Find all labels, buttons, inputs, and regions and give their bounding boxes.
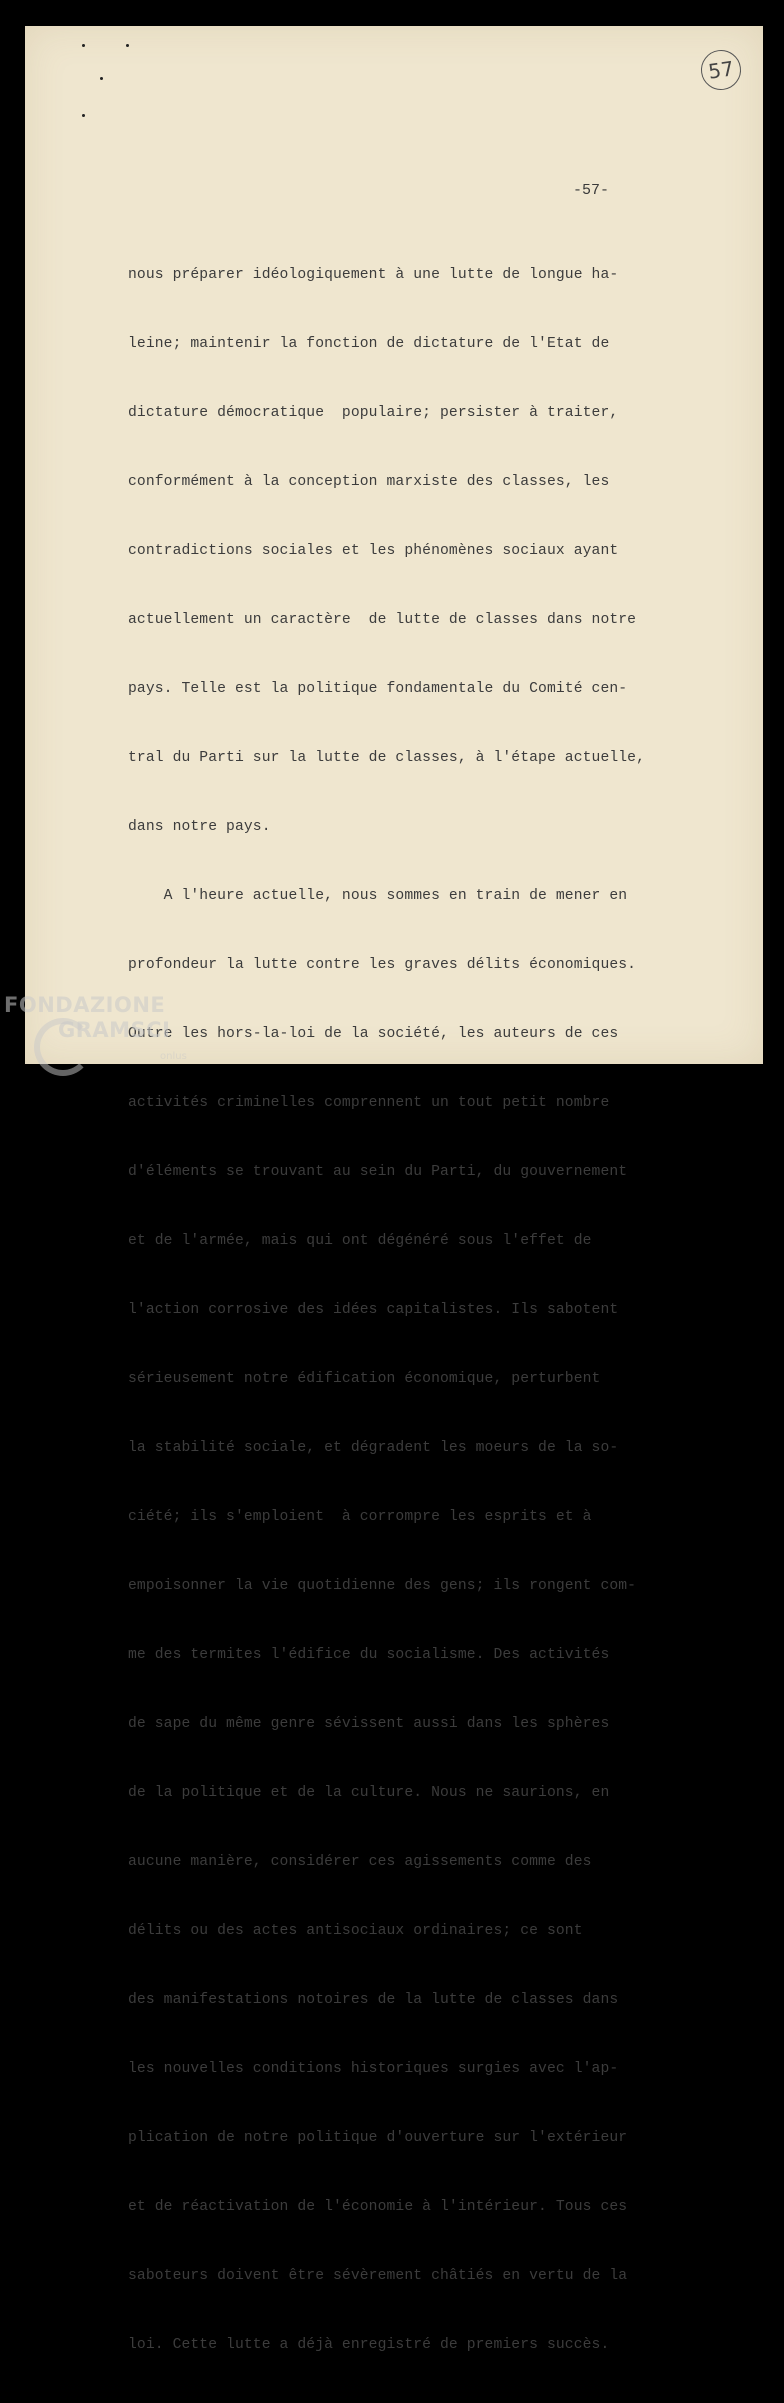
text-line: Outre les hors-la-loi de la société, les auteurs de ces: [128, 1026, 619, 1042]
text-line: d'éléments se trouvant au sein du Parti, du gouvernement: [128, 1164, 628, 1180]
text-line: sérieusement notre édification économique, perturbent: [128, 1371, 601, 1387]
watermark-logo: [4, 993, 170, 1042]
text-line: ciété; ils s'emploient à corrompre les esprits et à: [128, 1509, 592, 1525]
text-line: contradictions sociales et les phénomènes sociaux ayant: [128, 543, 619, 559]
punch-mark: [100, 77, 103, 80]
text-line: aucune manière, considérer ces agissements comme des: [128, 1854, 592, 1870]
page-number: -57-: [573, 182, 610, 199]
text-line: l'action corrosive des idées capitalistes. Ils sabotent: [128, 1302, 619, 1318]
text-line: saboteurs doivent être sévèrement châtiés en vertu de la: [128, 2268, 628, 2284]
watermark-suffix: onlus: [160, 1051, 187, 1062]
text-line: empoisonner la vie quotidienne des gens; ils rongent com-: [128, 1578, 637, 1594]
document-page: [25, 26, 763, 2353]
text-line: dans notre pays.: [128, 819, 271, 835]
text-line: de sape du même genre sévissent aussi dans les sphères: [128, 1716, 610, 1732]
text-line: conformément à la conception marxiste des classes, les: [128, 474, 610, 490]
punch-mark: [126, 44, 129, 47]
folio-stamp-number: 57: [706, 56, 736, 84]
text-line: profondeur la lutte contre les graves délits économiques.: [128, 957, 637, 973]
text-line: les nouvelles conditions historiques surgies avec l'ap-: [128, 2061, 619, 2077]
watermark-line1: FONDAZIONE: [4, 993, 166, 1017]
text-line: activités criminelles comprennent un tout petit nombre: [128, 1095, 610, 1111]
text-line: de la politique et de la culture. Nous ne saurions, en: [128, 1785, 610, 1801]
watermark-line2: GRAMSCI: [58, 1018, 171, 1042]
text-line: A l'heure actuelle, nous sommes en train de mener en: [128, 888, 628, 904]
text-line: loi. Cette lutte a déjà enregistré de premiers succès.: [128, 2337, 610, 2353]
text-line: des manifestations notoires de la lutte de classes dans: [128, 1992, 619, 2008]
text-line: nous préparer idéologiquement à une lutte de longue ha-: [128, 267, 619, 283]
folio-stamp: [698, 47, 743, 92]
text-line: me des termites l'édifice du socialisme. Des activités: [128, 1647, 610, 1663]
typed-body-text: [128, 218, 688, 2403]
text-line: leine; maintenir la fonction de dictature de l'Etat de: [128, 336, 610, 352]
text-line: pays. Telle est la politique fondamentale du Comité cen-: [128, 681, 628, 697]
text-line: tral du Parti sur la lutte de classes, à l'étape actuelle,: [128, 750, 646, 766]
punch-mark: [82, 114, 85, 117]
punch-mark: [82, 44, 85, 47]
text-line: et de l'armée, mais qui ont dégénéré sous l'effet de: [128, 1233, 592, 1249]
text-line: dictature démocratique populaire; persister à traiter,: [128, 405, 619, 421]
text-line: la stabilité sociale, et dégradent les moeurs de la so-: [128, 1440, 619, 1456]
text-line: plication de notre politique d'ouverture sur l'extérieur: [128, 2130, 628, 2146]
text-line: délits ou des actes antisociaux ordinaires; ce sont: [128, 1923, 583, 1939]
text-line: et de réactivation de l'économie à l'intérieur. Tous ces: [128, 2199, 628, 2215]
text-line: actuellement un caractère de lutte de classes dans notre: [128, 612, 637, 628]
